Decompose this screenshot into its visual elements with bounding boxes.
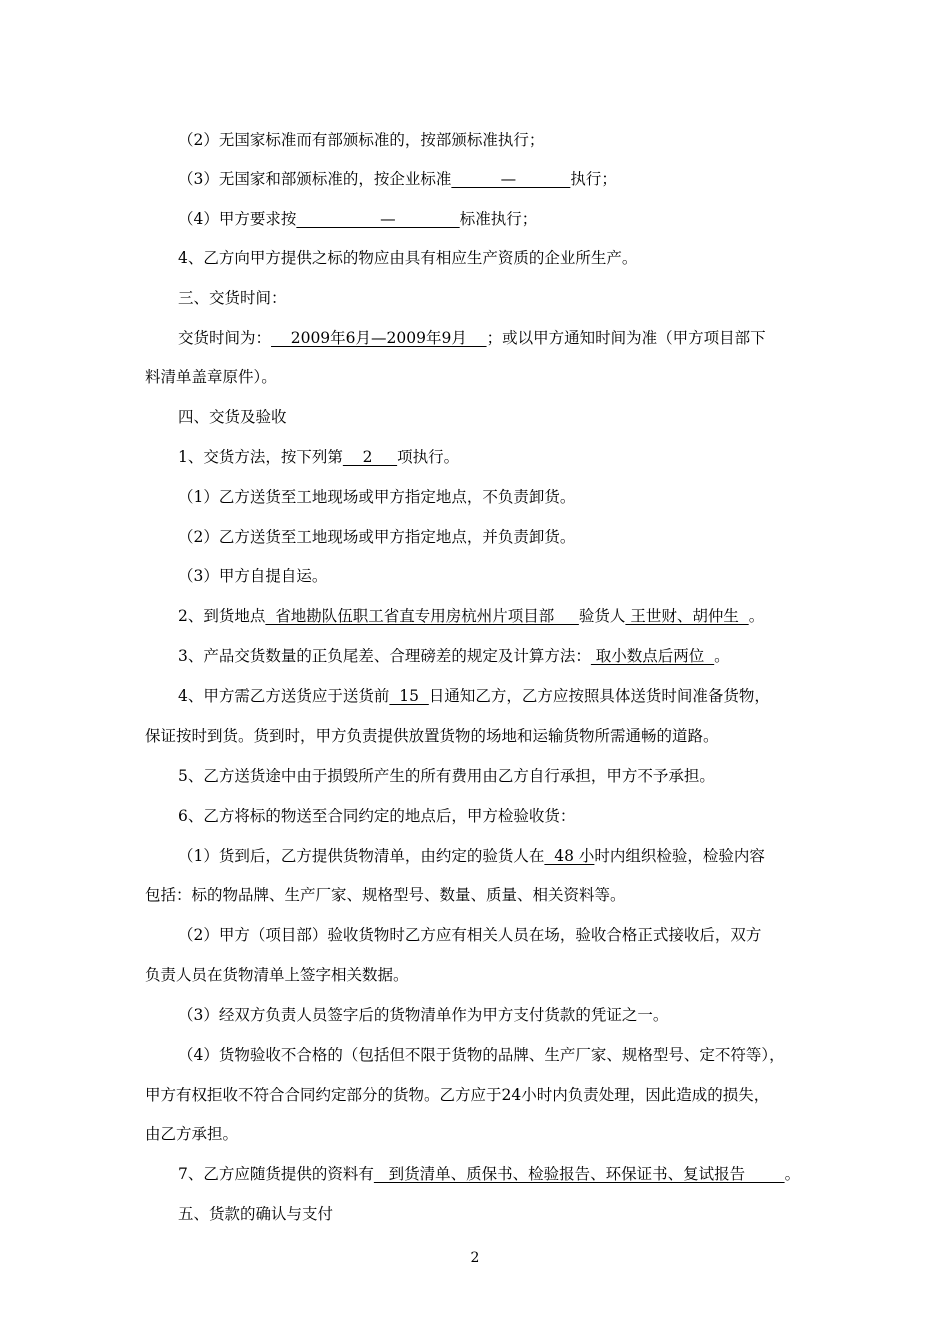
paragraph-continuation: 由乙方承担。	[145, 1125, 239, 1143]
paragraph-standard-3: （3）无国家和部颁标准的，按企业标准 — 执行；	[178, 170, 617, 188]
paragraph-method-1: （1）乙方送货至工地现场或甲方指定地点，不负责卸货。	[178, 488, 576, 506]
paragraph-continuation: 料清单盖章原件）。	[145, 368, 277, 386]
paragraph-documents: 7、乙方应随货提供的资料有 到货清单、质保书、检验报告、环保证书、复试报告 。	[178, 1165, 801, 1183]
fill-blank: —	[296, 210, 460, 228]
paragraph-inspection-3: （3）经双方负责人员签字后的货物清单作为甲方支付货款的凭证之一。	[178, 1006, 669, 1024]
section-heading-delivery-acceptance: 四、交货及验收	[178, 408, 287, 426]
fill-blank: 15	[389, 687, 429, 705]
paragraph-continuation: 包括：标的物品牌、生产厂家、规格型号、数量、质量、相关资料等。	[145, 886, 626, 904]
fill-blank: 王世财、胡仲生	[625, 607, 749, 625]
fill-blank: 取小数点后两位	[590, 647, 715, 665]
paragraph-method-3: （3）甲方自提自运。	[178, 567, 328, 585]
paragraph-inspection-1: （1）货到后，乙方提供货物清单，由约定的验货人在 48 小时内组织检验，检验内容	[178, 847, 765, 865]
fill-blank: 到货清单、质保书、检验报告、环保证书、复试报告	[373, 1165, 785, 1183]
paragraph-method-2: （2）乙方送货至工地现场或甲方指定地点，并负责卸货。	[178, 528, 576, 546]
paragraph-inspection-4: （4）货物验收不合格的（包括但不限于货物的品牌、生产厂家、规格型号、定不符等），	[178, 1046, 785, 1064]
paragraph-inspection-2: （2）甲方（项目部）验收货物时乙方应有相关人员在场，验收合格正式接收后，双方	[178, 926, 762, 944]
paragraph-item-4: 4、乙方向甲方提供之标的物应由具有相应生产资质的企业所生产。	[178, 249, 638, 267]
fill-blank: 省地勘队伍职工省直专用房杭州片项目部	[265, 607, 579, 625]
section-heading-payment: 五、货款的确认与支付	[178, 1205, 334, 1223]
paragraph-delivery-location: 2、到货地点 省地勘队伍职工省直专用房杭州片项目部 验货人 王世财、胡仲生 。	[178, 607, 765, 625]
fill-blank: 2	[342, 448, 398, 466]
paragraph-inspection: 6、乙方将标的物送至合同约定的地点后，甲方检验收货：	[178, 807, 576, 825]
fill-blank: 48 小	[544, 847, 595, 865]
paragraph-continuation: 保证按时到货。货到时，甲方负责提供放置货物的场地和运输货物所需通畅的道路。	[145, 727, 719, 745]
paragraph-quantity-tolerance: 3、产品交货数量的正负尾差、合理磅差的规定及计算方法： 取小数点后两位 。	[178, 647, 730, 665]
section-heading-delivery-time: 三、交货时间：	[178, 289, 287, 307]
paragraph-delivery-time: 交货时间为： 2009年6月—2009年9月 ；或以甲方通知时间为准（甲方项目部下	[178, 329, 766, 347]
page-number: 2	[470, 1250, 480, 1266]
paragraph-continuation: 甲方有权拒收不符合合同约定部分的货物。乙方应于24小时内负责处理，因此造成的损失，	[145, 1086, 770, 1104]
fill-blank: —	[451, 170, 571, 188]
paragraph-transport-damage: 5、乙方送货途中由于损毁所产生的所有费用由乙方自行承担，甲方不予承担。	[178, 767, 715, 785]
paragraph-notice-days: 4、甲方需乙方送货应于送货前 15 日通知乙方，乙方应按照具体送货时间准备货物，	[178, 687, 770, 705]
paragraph-standard-4: （4）甲方要求按 — 标准执行；	[178, 210, 538, 228]
paragraph-continuation: 负责人员在货物清单上签字相关数据。	[145, 966, 409, 984]
paragraph-delivery-method: 1、交货方法，按下列第 2 项执行。	[178, 448, 460, 466]
paragraph-standard-2: （2）无国家标准而有部颁标准的，按部颁标准执行；	[178, 131, 545, 149]
fill-blank: 2009年6月—2009年9月	[271, 329, 487, 347]
